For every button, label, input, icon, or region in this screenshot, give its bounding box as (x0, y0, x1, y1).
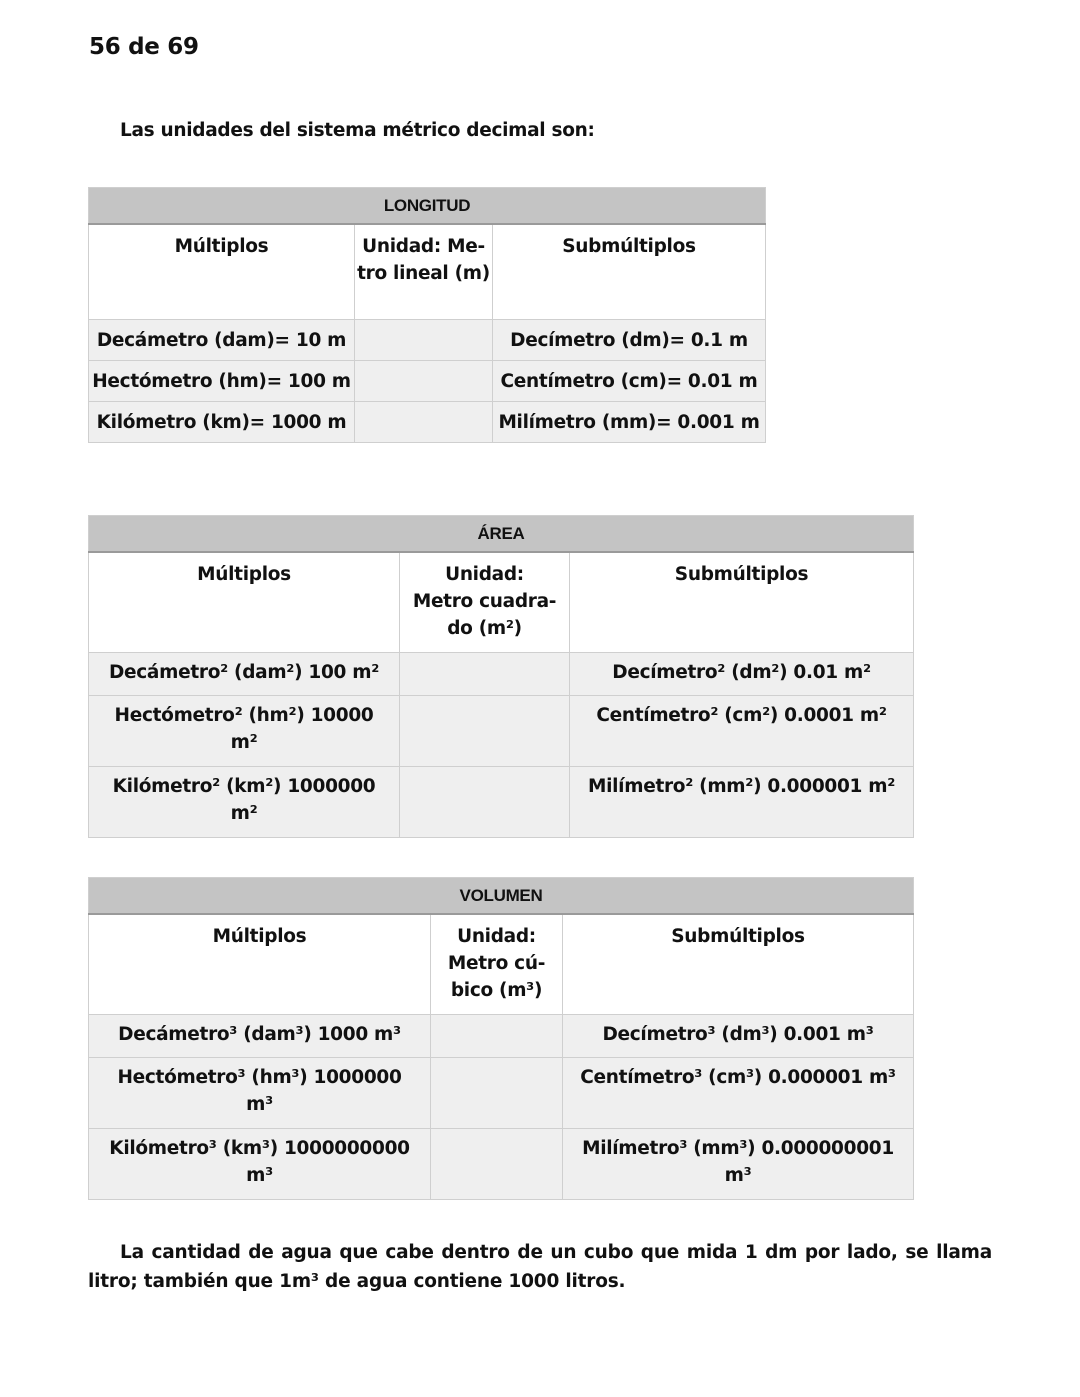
multiple-line: Kilómetro² (km²) 1000000 (112, 776, 376, 797)
header-multiples: Múltiplos (89, 914, 431, 1015)
submultiple-cell: Centímetro (cm)= 0.01 m (493, 361, 766, 402)
submultiple-line: Centímetro³ (cm³) 0.000001 m³ (580, 1067, 896, 1088)
header-submultiples: Submúltiplos (570, 552, 914, 653)
submultiple-cell: Milímetro (mm)= 0.001 m (493, 402, 766, 443)
table-caption: VOLUMEN (89, 878, 914, 915)
table-caption: LONGITUD (89, 188, 766, 225)
table-row (89, 402, 766, 443)
submultiple-cell (570, 653, 914, 696)
header-unit-line: do (m²) (447, 618, 522, 639)
multiple-cell: Kilómetro (km)= 1000 m (89, 402, 355, 443)
header-unit-line: Unidad: (457, 926, 536, 947)
multiple-line: Kilómetro³ (km³) 1000000000 (109, 1138, 410, 1159)
header-unit-line: Metro cuadra- (412, 591, 557, 612)
table-header-row (89, 552, 914, 653)
header-multiples: Múltiplos (89, 552, 400, 653)
header-unit (400, 552, 570, 653)
longitud-table (88, 187, 766, 443)
multiple-cell (89, 1058, 431, 1129)
multiple-line: m³ (246, 1094, 273, 1115)
multiple-line: Hectómetro² (hm²) 10000 (114, 705, 374, 726)
table-caption: ÁREA (89, 516, 914, 553)
multiple-cell (89, 1015, 431, 1058)
header-unit-line: tro lineal (m) (357, 263, 490, 284)
multiple-cell (89, 767, 400, 838)
multiple-line: m² (230, 803, 258, 824)
header-unit-line: Unidad: (445, 564, 524, 585)
submultiple-cell (570, 696, 914, 767)
table-row (89, 1058, 914, 1129)
unit-cell (400, 696, 570, 767)
table-row (89, 653, 914, 696)
multiple-line: Decámetro³ (dam³) 1000 m³ (118, 1024, 401, 1045)
submultiple-line: Decímetro³ (dm³) 0.001 m³ (602, 1024, 874, 1045)
unit-cell (400, 767, 570, 838)
submultiple-cell (563, 1129, 914, 1200)
header-submultiples: Submúltiplos (563, 914, 914, 1015)
unit-cell (355, 402, 493, 443)
multiple-cell: Hectómetro (hm)= 100 m (89, 361, 355, 402)
table-row (89, 767, 914, 838)
multiple-cell (89, 1129, 431, 1200)
unit-cell (431, 1058, 563, 1129)
area-table (88, 515, 914, 838)
submultiple-cell (563, 1058, 914, 1129)
volumen-table (88, 877, 914, 1200)
unit-cell (431, 1129, 563, 1200)
intro-text: Las unidades del sistema métrico decimal son: (120, 120, 595, 141)
header-submultiples: Submúltiplos (493, 224, 766, 320)
submultiple-cell: Decímetro (dm)= 0.1 m (493, 320, 766, 361)
header-unit (431, 914, 563, 1015)
multiple-cell (89, 696, 400, 767)
header-unit-line: Metro cú- (447, 953, 546, 974)
multiple-cell (89, 653, 400, 696)
page-number: 56 de 69 (89, 34, 199, 60)
table-row (89, 1015, 914, 1058)
submultiple-cell (570, 767, 914, 838)
submultiple-line: Centímetro² (cm²) 0.0001 m² (596, 705, 887, 726)
unit-cell (400, 653, 570, 696)
header-multiples: Múltiplos (89, 224, 355, 320)
table-row (89, 320, 766, 361)
table-row (89, 361, 766, 402)
submultiple-line: Milímetro² (mm²) 0.000001 m² (587, 776, 896, 797)
multiple-cell: Decámetro (dam)= 10 m (89, 320, 355, 361)
unit-cell (431, 1015, 563, 1058)
submultiple-line: Decímetro² (dm²) 0.01 m² (612, 662, 871, 683)
header-unit-line: Unidad: Me- (362, 236, 485, 257)
table-row (89, 696, 914, 767)
table-header-row (89, 914, 914, 1015)
multiple-line: Decámetro² (dam²) 100 m² (108, 662, 380, 683)
multiple-line: m³ (246, 1165, 273, 1186)
header-unit (355, 224, 493, 320)
submultiple-line: m³ (724, 1165, 752, 1186)
submultiple-line: Milímetro³ (mm³) 0.000000001 (582, 1138, 894, 1159)
multiple-line: Hectómetro³ (hm³) 1000000 (117, 1067, 402, 1088)
unit-cell (355, 320, 493, 361)
submultiple-cell (563, 1015, 914, 1058)
outro-paragraph: La cantidad de agua que cabe dentro de un cubo que mida 1 dm por lado, se llama litro; también que 1m³ de agua contiene 1000 litros. (88, 1242, 992, 1292)
header-unit-line: bico (m³) (450, 980, 543, 1001)
multiple-line: m² (230, 732, 258, 753)
table-header-row (89, 224, 766, 320)
unit-cell (355, 361, 493, 402)
table-row (89, 1129, 914, 1200)
